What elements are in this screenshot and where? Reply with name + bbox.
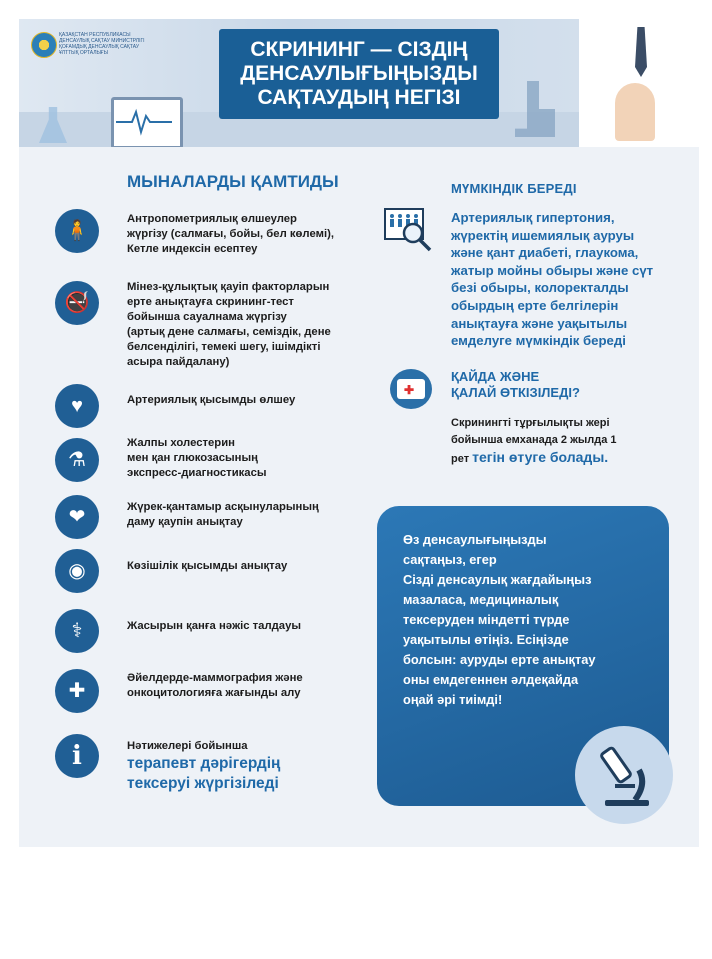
medical-cross-icon: ✚ bbox=[55, 669, 99, 713]
enables-heading: МҮМКІНДІК БЕРЕДІ bbox=[451, 181, 577, 196]
blood-pressure-icon: ♥ bbox=[55, 384, 99, 428]
includes-heading: МЫНАЛАРДЫ ҚАМТИДЫ bbox=[127, 172, 339, 191]
heart-icon: ❤ bbox=[55, 495, 99, 539]
screening-magnifier-icon bbox=[383, 205, 435, 253]
where-text: Скринингті тұрғылықты жері бойынша емханада 2 жылда 1 рет тегін өтуге болады. bbox=[451, 417, 617, 465]
title-box bbox=[219, 29, 499, 119]
where-heading: ҚАЙДА ЖӘНЕ ҚАЛАЙ ӨТКІЗІЛЕДІ? bbox=[451, 369, 580, 400]
microscope-icon bbox=[595, 744, 657, 808]
poster: ҚАЗАҚСТАН РЕСПУБЛИКАСЫ ДЕНСАУЛЫҚ САҚТАУ МИНИСТРЛІГІ ҚОҒАМДЫҚ ДЕНСАУЛЫҚ САҚТАУ ҰЛТТЫҚ ОРТАЛЫҒЫ СКРИНИНГ — СІЗДІҢ ДЕНСАУЛЫҒЫҢЫЗДЫ САҚТАУДЫҢ НЕГІЗІ МЫНАЛАРДЫ ҚАМТИДЫ 🧍 Антропометриялық өлшеулер жүргізу (салмағы, бойы, бел көлемі), Кетле индексін есептеу 🚭 Мінез-құлықтық қауіп факторларын ерте анықтауға скрининг-тест бойынша сауалнама жүргізу (артық дене салмағы, семіздік, дене белсенділігі, темекі шегу, ішімдікті асыра пайдалану) ♥ Артериялық қысымды өлшеу ⚗ Жалпы холестерин мен қан глюкозасының экспресс-диагностикасы ❤ Жүрек-қантамыр асқынуларының даму қаупін анықтау ◉ Көзішілік қысымды анықтау ⚕ Жасырын қанға нәжіс талдауы ✚ Әйелдерде-маммография және онкоцитологияға жағынды алу i Нәтижелері бойынша терапевт дәрігердің тексеруі жүргізіледі МҮМКІНДІК БЕРЕДІ Артериялық гипертония, жүректің ишемиялық ауруы және қант диабеті, глаукома, жатыр мойны обыры және сүт безі обыры, колоректалды обырдың ерте белгілерін анықтауға және уақытылы емделуге мүмкіндік береді ✚ ҚАЙДА ЖӘНЕ ҚАЛАЙ ӨТКІЗІЛЕДІ? Скринингті тұрғылықты жері бойынша емханада 2 жылда 1 рет тегін өтуге болады. Өз денсаулығыңызды сақтаңыз, егер Сізді денсаулық жағдайыңыз мазаласа, медициналық тексеруден міндетті түрде уақытылы өтіңіз. Есіңізде болсын: ауруды ерте анықтау оны емдегеннен әлдеқайда оңай әрі тиімді! bbox=[19, 19, 699, 847]
microscope-illustration bbox=[515, 81, 555, 137]
monitor-illustration bbox=[111, 97, 183, 147]
hand-illustration bbox=[615, 83, 655, 141]
heartbeat-icon bbox=[114, 100, 174, 140]
callout-text: Өз денсаулығыңызды сақтаңыз, егер Сізді денсаулық жағдайыңыз мазаласа, медициналық тексеруден міндетті түрде уақытылы өтіңіз. Есіңізде болсын: ауруды ерте анықтау оны емдегеннен әлдеқайда оңай әрі тиімді! bbox=[403, 532, 596, 707]
info-icon: i bbox=[55, 734, 99, 778]
enables-text: Артериялық гипертония, жүректің ишемиялық ауруы және қант диабеті, глаукома, жатыр мойны обыры және сүт безі обыры, колоректалды обырдың ерте белгілерін анықтауға және уақытылы емделуге мүмкіндік береді bbox=[451, 210, 654, 349]
org-name bbox=[59, 32, 199, 56]
microscope-badge bbox=[575, 726, 673, 824]
person-icon: 🧍 bbox=[55, 209, 99, 253]
page-title: СКРИНИНГ — СІЗДІҢ ДЕНСАУЛЫҒЫҢЫЗДЫ САҚТАУДЫҢ НЕГІЗІ bbox=[240, 38, 478, 109]
org-line: ҚОҒАМДЫҚ ДЕНСАУЛЫҚ САҚТАУ bbox=[59, 44, 140, 50]
header-banner bbox=[19, 19, 699, 147]
doctor-icon: ⚕ bbox=[55, 609, 99, 653]
lab-test-icon: ⚗ bbox=[55, 438, 99, 482]
org-line: ҰЛТТЫҚ ОРТАЛЫҒЫ bbox=[59, 50, 109, 56]
org-line: ҚАЗАҚСТАН РЕСПУБЛИКАСЫ bbox=[59, 32, 131, 38]
free-highlight: тегін өтуге болады. bbox=[472, 449, 609, 465]
eye-icon: ◉ bbox=[55, 549, 99, 593]
no-smoking-icon: 🚭 bbox=[55, 281, 99, 325]
kit-cross-icon: ✚ bbox=[404, 383, 415, 397]
org-line: ДЕНСАУЛЫҚ САҚТАУ МИНИСТРЛІГІ bbox=[59, 38, 145, 44]
emblem-logo bbox=[31, 32, 57, 58]
